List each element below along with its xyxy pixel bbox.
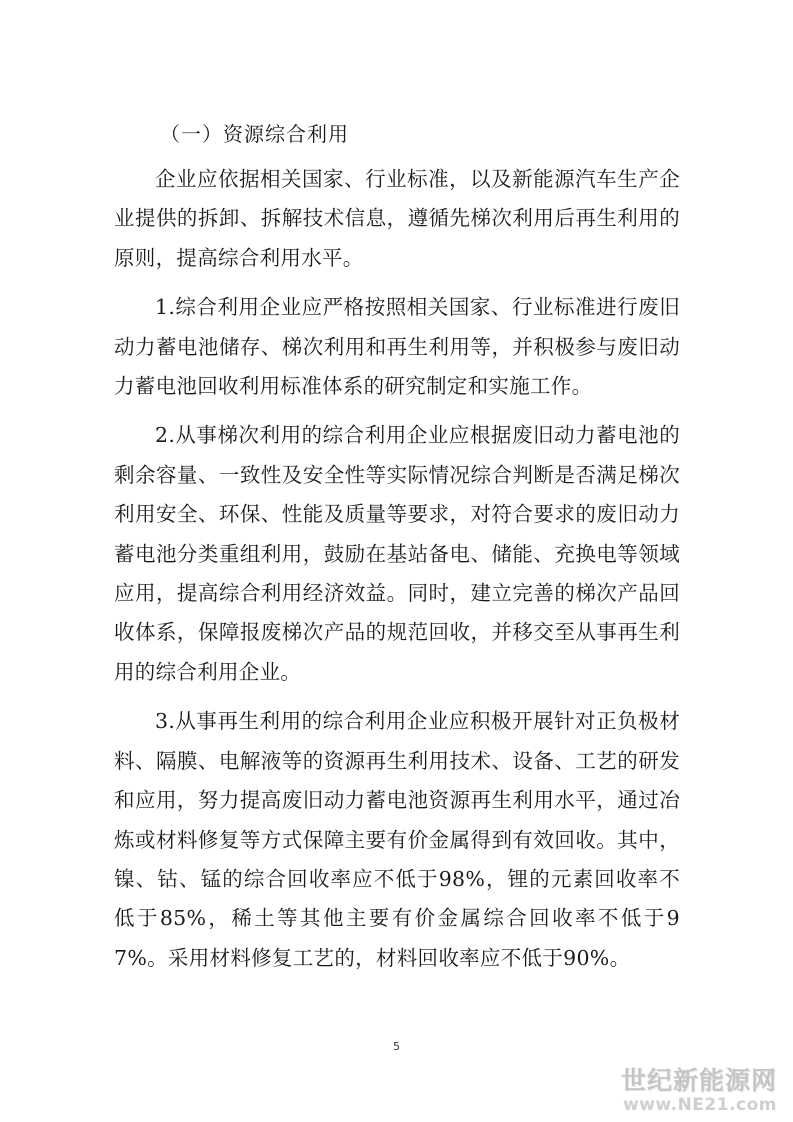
paragraph-item-2: 2.从事梯次利用的综合利用企业应根据废旧动力蓄电池的剩余容量、一致性及安全性等实际情况综合判断是否满足梯次利用安全、环保、性能及质量等要求，对符合要求的废旧动力蓄电池分类重组利用，鼓励在基站备电、储能、充换电等领域应用，提高综合利用经济效益。同时，建立完善的梯次产品回收体系，保障报废梯次产品的规范回收，并移交至从事再生利用的综合利用企业。 bbox=[114, 423, 680, 684]
paragraph-item-3: 3.从事再生利用的综合利用企业应积极开展针对正负极材料、隔膜、电解液等的资源再生利用技术、设备、工艺的研发和应用，努力提高废旧动力蓄电池资源再生利用水平，通过冶炼或材料修复等方式保障主要有价金属得到有效回收。其中，镍、钴、锰的综合回收率应不低于98%，锂的元素回收率不低于85%，稀土等其他主要有价金属综合回收率不低于97%。采用材料修复工艺的，材料回收率应不低于90%。 bbox=[114, 709, 680, 970]
section-heading: （一）资源综合利用 bbox=[160, 122, 349, 146]
page-number: 5 bbox=[393, 1040, 400, 1053]
paragraph-intro: 企业应依据相关国家、行业标准，以及新能源汽车生产企业提供的拆卸、拆解技术信息，遵循先梯次利用后再生利用的原则，提高综合利用水平。 bbox=[114, 167, 680, 270]
site-watermark bbox=[621, 1068, 777, 1114]
watermark-title: 世纪新能源网 bbox=[620, 1066, 777, 1095]
paragraph-item-1: 1.综合利用企业应严格按照相关国家、行业标准进行废旧动力蓄电池储存、梯次利用和再生利用等，并积极参与废旧动力蓄电池回收利用标准体系的研究制定和实施工作。 bbox=[114, 295, 680, 399]
document-body bbox=[114, 118, 680, 988]
watermark-url: www.NE21.com bbox=[623, 1095, 777, 1115]
